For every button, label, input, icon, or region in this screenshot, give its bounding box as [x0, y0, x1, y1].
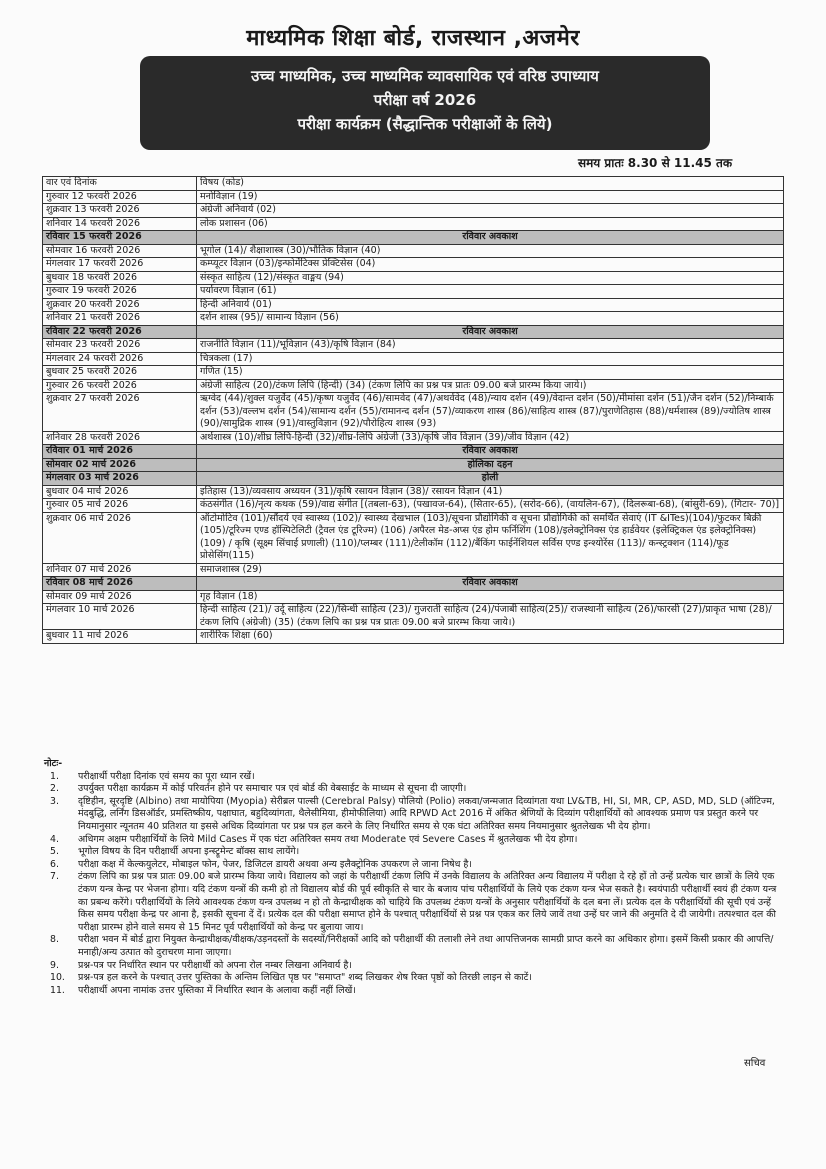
- note-number: 7.: [50, 871, 59, 883]
- note-text: परीक्षार्थी परीक्षा दिनांक एवं समय का पूरा ध्यान रखें।: [78, 770, 255, 782]
- note-item: [44, 934, 784, 959]
- row-subject: गृह विज्ञान (18): [197, 590, 784, 604]
- table-row: [43, 258, 784, 272]
- row-subject: राजनीति विज्ञान (11)/भूविज्ञान (43)/कृषि विज्ञान (84): [197, 339, 784, 353]
- table-row: [43, 312, 784, 326]
- row-holiday: रविवार अवकाश: [197, 325, 784, 339]
- row-subject: दर्शन शास्त्र (95)/ सामान्य विज्ञान (56): [197, 312, 784, 326]
- table-row: [43, 512, 784, 563]
- row-date: शनिवार 21 फरवरी 2026: [43, 312, 197, 326]
- note-item: [44, 972, 784, 985]
- header-banner: [140, 56, 710, 150]
- column-header-subject: विषय (कोड): [197, 177, 784, 191]
- row-date: शुक्रवार 20 फरवरी 2026: [43, 298, 197, 312]
- note-text: परीक्षा भवन में बोर्ड द्वारा नियुक्त केन्द्राधीक्षक/वीक्षक/उड़नदस्तों के सदस्यों/निरीक्षकों आदि को परीक्षार्थी की तलाशी लेने तथा आपत्तिजनक सामग्री प्राप्त करने का अधिकार होगा। इसमें किसी प्रकार की आपत्ति/मनाही/अन्य उत्पात को दुराचरण माना जाएगा।: [78, 934, 774, 958]
- note-text: अधिगम अक्षम परीक्षार्थियों के लिये Mild Cases में एक घंटा अतिरिक्त समय तथा Moderate एवं Severe Cases में श्रुतलेखक भी देय होगा।: [78, 833, 578, 845]
- row-subject: चित्रकला (17): [197, 352, 784, 366]
- row-subject: हिन्दी साहित्य (21)/ उर्दू साहित्य (22)/सिन्धी साहित्य (23)/ गुजराती साहित्य (24)/पंजाबी साहित्य(25)/ राजस्थानी साहित्य (26)/फारसी (27)/प्राकृत भाषा (28)/टंकण लिपि (अंग्रेजी) (35) (टंकण लिपि का प्रश्न पत्र प्रातः 09.00 बजे प्रारम्भ किया जाये।): [197, 604, 784, 630]
- row-date: सोमवार 02 मार्च 2026: [43, 458, 197, 472]
- row-subject: गणित (15): [197, 366, 784, 380]
- table-row: [43, 604, 784, 630]
- note-item: [44, 871, 784, 934]
- note-number: 10.: [50, 972, 65, 984]
- row-date: सोमवार 16 फरवरी 2026: [43, 244, 197, 258]
- note-text: दृष्टिहीन, सूरदृष्टि (Albino) तथा मायोपिया (Myopia) सेरीब्रल पाल्सी (Cerebral Palsy) पोलियो (Polio) लकवा/जन्मजात दिव्यांगता यथा LV&TB, HI, SI, MR, CP, ASD, MD, SLD (ऑटिज्म, मंदबुद्धि, लर्निंग डिसऑर्डर, प्रमस्तिष्कीय, पक्षाघात, बहुदिव्यांगता, थैलेसीमिया, हीमोफीलिया) आदि RPWD Act 2016 में अंकित श्रेणियों के दिव्यांग परीक्षार्थियों को आवश्यक प्रमाण पत्र प्रस्तुत करने पर नियमानुसार न्यूनतम 40 प्रतिशत या इससे अधिक दिव्यांगता पर प्रश्न पत्र हल करने के लिए निर्धारित समय से एक घंटा अतिरिक्त समय नियमानुसार श्रुतलेखक भी देय होगा।: [78, 795, 775, 832]
- row-date: मंगलवार 03 मार्च 2026: [43, 472, 197, 486]
- row-holiday: रविवार अवकाश: [197, 445, 784, 459]
- table-row: [43, 499, 784, 513]
- note-number: 9.: [50, 959, 59, 971]
- notes-section: [44, 758, 784, 997]
- row-subject: इतिहास (13)/व्यवसाय अध्ययन (31)/कृषि रसायन विज्ञान (38)/ रसायन विज्ञान (41): [197, 485, 784, 499]
- row-date: गुरुवार 26 फरवरी 2026: [43, 379, 197, 393]
- row-date: बुधवार 04 मार्च 2026: [43, 485, 197, 499]
- table-row: [43, 244, 784, 258]
- row-date: बुधवार 18 फरवरी 2026: [43, 271, 197, 285]
- note-number: 6.: [50, 858, 59, 870]
- row-date: गुरुवार 12 फरवरी 2026: [43, 190, 197, 204]
- row-subject: संस्कृत साहित्य (12)/संस्कृत वाङ्मय (94): [197, 271, 784, 285]
- row-date: शनिवार 28 फरवरी 2026: [43, 431, 197, 445]
- note-item: [44, 859, 784, 872]
- table-row: [43, 431, 784, 445]
- table-row: [43, 577, 784, 591]
- row-subject: ऑटोमोटिव (101)/सौंदर्य एवं स्वास्थ्य (102)/ स्वास्थ्य देखभाल (103)/सूचना प्रौद्योगिकी व सूचना प्रौद्योगिकी को समर्थित सेवाएं (IT &ITes)(104)/फुटकर बिक्री (105)/टूरिज्म एण्ड हॉस्पिटेलिटी (ट्रैवल एंड टूरिज्म) (106) /अपैरल मेड-अप्स एंड होम फर्निशिंग (108)/इलेक्ट्रोनिक्स एंड हार्डवेयर (इलेक्ट्रिकल एंड इलेक्ट्रोनिक्स) (109) / कृषि (सूक्ष्म सिंचाई प्रणाली) (110)/प्लम्बर (111)/टेलीकॉम (112)/बैंकिंग फाईनेंशियल सर्विस एण्ड इन्श्योरेंस (113)/ कन्स्ट्रक्शन (114)/फूड प्रोसेसिंग(115): [197, 512, 784, 563]
- note-text: उपर्युक्त परीक्षा कार्यक्रम में कोई परिवर्तन होने पर समाचार पत्र एवं बोर्ड की वेबसाईट के माध्यम से सूचना दी जाएगी।: [78, 783, 467, 795]
- row-holiday: रविवार अवकाश: [197, 577, 784, 591]
- row-date: शुक्रवार 13 फरवरी 2026: [43, 204, 197, 218]
- note-item: [44, 985, 784, 998]
- note-item: [44, 783, 784, 796]
- note-number: 3.: [50, 795, 59, 807]
- note-number: 2.: [50, 783, 59, 795]
- board-title: माध्यमिक शिक्षा बोर्ड, राजस्थान ,अजमेर: [246, 26, 580, 51]
- table-row: [43, 325, 784, 339]
- table-row: [43, 563, 784, 577]
- note-text: प्रश्न-पत्र हल करने के पश्चात् उत्तर पुस्तिका के अन्तिम लिखित पृष्ठ पर "समाप्त" शब्द लिखकर शेष रिक्त पृष्ठों को तिरछी लाइन से काटें।: [78, 972, 532, 984]
- table-row: [43, 590, 784, 604]
- note-number: 8.: [50, 934, 59, 946]
- row-date: शुक्रवार 06 मार्च 2026: [43, 512, 197, 563]
- row-subject: समाजशास्त्र (29): [197, 563, 784, 577]
- row-holiday: रविवार अवकाश: [197, 231, 784, 245]
- note-number: 5.: [50, 846, 59, 858]
- row-subject: भूगोल (14)/ शैक्षाशास्त्र (30)/भौतिक विज्ञान (40): [197, 244, 784, 258]
- table-row: [43, 485, 784, 499]
- row-date: मंगलवार 10 मार्च 2026: [43, 604, 197, 630]
- schedule-table: [42, 176, 784, 644]
- row-date: बुधवार 11 मार्च 2026: [43, 630, 197, 644]
- banner-line-3: परीक्षा कार्यक्रम (सैद्धान्तिक परीक्षाओं के लिये): [297, 115, 553, 133]
- table-row: [43, 339, 784, 353]
- row-subject: अंग्रेजी साहित्य (20)/टंकण लिपि (हिन्दी) (34) (टंकण लिपि का प्रश्न पत्र प्रातः 09.00 बजे प्रारम्भ किया जाये।): [197, 379, 784, 393]
- note-item: [44, 846, 784, 859]
- table-row: [43, 231, 784, 245]
- row-subject: ऋग्वेद (44)/शुक्ल यजुर्वेद (45)/कृष्ण यजुर्वेद (46)/सामवेद (47)/अथर्ववेद (48)/न्याय दर्शन (49)/वेदान्त दर्शन (50)/मीमांसा दर्शन (51)/जैन दर्शन (52)/निम्बार्क दर्शन (53)/वल्लभ दर्शन (54)/सामान्य दर्शन (55)/रामानन्द दर्शन (57)/व्याकरण शास्त्र (86)/साहित्य शास्त्र (87)/पुराणेतिहास (88)/धर्मशास्त्र (89)/ज्योतिष शास्त्र (90)/सामुद्रिक शास्त्र (91)/वास्तुविज्ञान (92)/पौरोहित्य शास्त्र (93): [197, 393, 784, 432]
- row-date: रविवार 22 फरवरी 2026: [43, 325, 197, 339]
- row-date: शनिवार 14 फरवरी 2026: [43, 217, 197, 231]
- row-subject: अंग्रेजी अनिवार्य (02): [197, 204, 784, 218]
- note-item: [44, 834, 784, 847]
- row-date: शुक्रवार 27 फरवरी 2026: [43, 393, 197, 432]
- row-date: सोमवार 09 मार्च 2026: [43, 590, 197, 604]
- row-subject: कम्प्यूटर विज्ञान (03)/इन्फोर्मेटिक्स प्रेक्टिसेस (04): [197, 258, 784, 272]
- note-item: [44, 960, 784, 973]
- row-date: मंगलवार 24 फरवरी 2026: [43, 352, 197, 366]
- note-item: [44, 771, 784, 784]
- row-subject: पर्यावरण विज्ञान (61): [197, 285, 784, 299]
- banner-line-1: उच्च माध्यमिक, उच्च माध्यमिक व्यावसायिक एवं वरिष्ठ उपाध्याय: [251, 67, 599, 85]
- note-number: 11.: [50, 984, 65, 996]
- row-subject: शारीरिक शिक्षा (60): [197, 630, 784, 644]
- notes-heading: नोटः-: [44, 758, 63, 769]
- table-row: [43, 217, 784, 231]
- table-row: [43, 352, 784, 366]
- note-text: प्रश्न-पत्र पर निर्धारित स्थान पर परीक्षार्थी को अपना रोल नम्बर लिखना अनिवार्य है।: [78, 959, 352, 971]
- schedule-header-row: [43, 177, 784, 191]
- note-item: [44, 796, 784, 834]
- note-text: परीक्षा कक्ष में केल्कयुलेटर, मोबाइल फोन, पेजर, डिजिटल डायरी अथवा अन्य इलैक्ट्रोनिक उपकरण ले जाना निषेध है।: [78, 858, 472, 870]
- banner-line-2: परीक्षा वर्ष 2026: [373, 91, 477, 109]
- row-subject: लोक प्रशासन (06): [197, 217, 784, 231]
- note-text: भूगोल विषय के दिन परीक्षार्थी अपना इन्स्ट्रूमेन्ट बॉक्स साथ लायेंगे।: [78, 846, 300, 858]
- row-subject: अर्थशास्त्र (10)/शीघ्र लिपि-हिन्दी (32)/शीघ्र-लिपि अंग्रेजी (33)/कृषि जीव विज्ञान (39)/जीव विज्ञान (42): [197, 431, 784, 445]
- exam-time: समय प्रातः 8.30 से 11.45 तक: [578, 156, 733, 170]
- row-holiday: होली: [197, 472, 784, 486]
- table-row: [43, 472, 784, 486]
- table-row: [43, 190, 784, 204]
- note-text: परीक्षार्थी अपना नामांक उत्तर पुस्तिका में निर्धारित स्थान के अलावा कहीं नहीं लिखें।: [78, 984, 356, 996]
- row-date: गुरुवार 05 मार्च 2026: [43, 499, 197, 513]
- row-date: रविवार 15 फरवरी 2026: [43, 231, 197, 245]
- table-row: [43, 379, 784, 393]
- table-row: [43, 366, 784, 380]
- row-date: गुरुवार 19 फरवरी 2026: [43, 285, 197, 299]
- table-row: [43, 458, 784, 472]
- notes-list: [44, 771, 784, 998]
- table-row: [43, 298, 784, 312]
- table-row: [43, 271, 784, 285]
- note-text: टंकण लिपि का प्रश्न पत्र प्रातः 09.00 बजे प्रारम्भ किया जाये। विद्यालय को जहां के परीक्षार्थी टंकण लिपि में उनके विद्यालय के अतिरिक्त अन्य विद्यालय में परीक्षा दे रहे हों तो उन्हें प्रत्येक चार छात्रों के लिये एक टंकण यन्त्र केन्द्र पर भेजना होगा। यदि टंकण यन्त्रों की कमी हो तो विद्यालय बोर्ड की पूर्व स्वीकृति से चार के बजाय पांच परीक्षार्थियों के लिये एक टंकण यन्त्र भेज सकते है। स्वयंपाठी परीक्षार्थी स्वयं ही टंकण यन्त्र का प्रबन्ध करेंगे। परीक्षार्थियों के लिये आवश्यक टंकण यन्त्र उपलब्ध न हो तो केन्द्राधीक्षक को चाहिये कि उपलब्ध टंकण यन्त्रों के अनुसार परीक्षार्थियों के दल बना लें। प्रत्येक दल के परीक्षार्थियों की सूची एवं उन्हें किस समय परीक्षा केन्द्र पर आना है, इसकी सूचना दें दें। प्रत्येक दल की परीक्षा समाप्त होने के पश्चात् परीक्षार्थियों से प्रश्न पत्र एकत्र कर लिये जावें तथा उन्हें घर जाने की अनुमति दे दी जायेगी। तत्पश्चात दल की परीक्षा प्रारम्भ होने वाले समय से 15 मिनट पूर्व परीक्षार्थियों को केन्द्र पर बुलाया जाय।: [78, 871, 777, 933]
- signature: सचिव: [744, 1058, 766, 1069]
- note-number: 4.: [50, 833, 59, 845]
- row-date: शनिवार 07 मार्च 2026: [43, 563, 197, 577]
- table-row: [43, 630, 784, 644]
- row-subject: हिन्दी अनिवार्य (01): [197, 298, 784, 312]
- row-date: सोमवार 23 फरवरी 2026: [43, 339, 197, 353]
- table-row: [43, 285, 784, 299]
- row-subject: कंठसंगीत (16)/नृत्य कथक (59)/वाद्य संगीत [(तबला-63), (पखावज-64), (सितार-65), (सरोद-66), (वायलिन-67), (दिलरूबा-68), (बांसुरी-69), (गिटार- 70)]: [197, 499, 784, 513]
- row-date: रविवार 01 मार्च 2026: [43, 445, 197, 459]
- column-header-date: वार एवं दिनांक: [43, 177, 197, 191]
- table-row: [43, 445, 784, 459]
- row-date: रविवार 08 मार्च 2026: [43, 577, 197, 591]
- row-holiday: होलिका दहन: [197, 458, 784, 472]
- table-row: [43, 204, 784, 218]
- table-row: [43, 393, 784, 432]
- row-date: मंगलवार 17 फरवरी 2026: [43, 258, 197, 272]
- row-date: बुधवार 25 फरवरी 2026: [43, 366, 197, 380]
- row-subject: मनोविज्ञान (19): [197, 190, 784, 204]
- note-number: 1.: [50, 770, 59, 782]
